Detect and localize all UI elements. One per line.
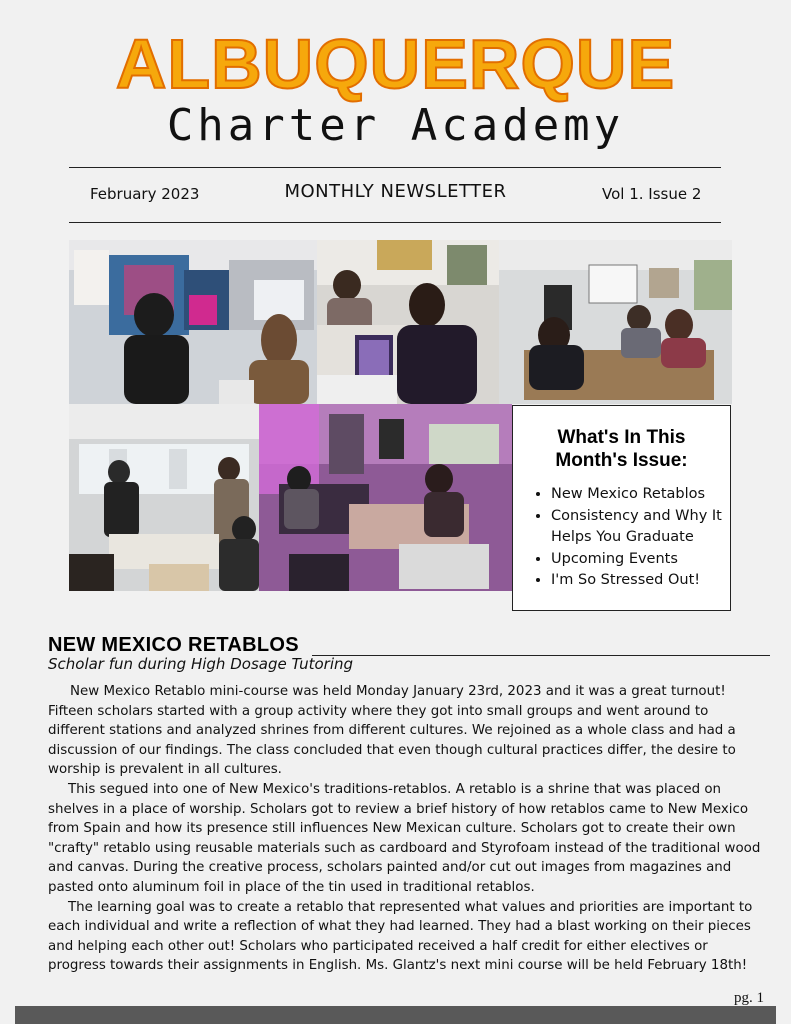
issue-date: February 2023 (90, 185, 200, 203)
footer-bar (15, 1006, 776, 1024)
article-paragraph: New Mexico Retablo mini-course was held Monday January 23rd, 2023 and it was a great turnout! Fifteen scholars started with a group activity where they got into small groups and went around to different stations and analyzed shrines from different cultures. We rejoined as a whole class and had a discussion of our findings. The class concluded that even though cultural practices differ, the desire to worship is prevalent in all cultures. (48, 684, 736, 778)
issue-contents-box (512, 405, 731, 611)
article-paragraph: This segued into one of New Mexico's traditions-retablos. A retablo is a shrine that was placed on shelves in a place of worship. Scholars got to review a brief history of how retablos came to New Mexico from Spain and how its presence still influences New Mexican culture. Scholars got to create their own "crafty" retablo using reusable materials such as cardboard and Styrofoam instead of the traditional wood and canvas. During the creative process, scholars painted and/or cut out images from magazines and pasted onto aluminum foil in place of the tin used in traditional retablos. (48, 781, 761, 895)
page-number: pg. 1 (734, 990, 764, 1006)
photo-classroom-discussion (69, 240, 317, 404)
list-item: • I'm So Stressed Out! (551, 570, 730, 592)
article-headline: NEW MEXICO RETABLOS (48, 634, 299, 656)
photo-classroom-tables (69, 404, 259, 591)
newsletter-label: MONTHLY NEWSLETTER (284, 181, 507, 202)
school-title: ALBUQUERQUE (115, 25, 676, 103)
issue-contents-list (513, 484, 730, 592)
article-subhead: Scholar fun during High Dosage Tutoring (48, 655, 354, 673)
list-item: • New Mexico Retablos (551, 484, 730, 506)
school-subtitle: Charter Academy (166, 100, 625, 151)
headline-rule (312, 655, 770, 656)
article-paragraph: The learning goal was to create a retablo that represented what values and priorities are important to each individual and write a reflection of what they had learned. They had a blast working on their pieces and helping each other out! Scholars who participated received a half credit for either electives or progress towards their assignments in English. Ms. Glantz's next mini course will be held February 18th! (48, 899, 753, 974)
issue-volume: Vol 1. Issue 2 (602, 185, 702, 203)
article-body (48, 682, 764, 976)
issue-contents-title: What's In This Month's Issue: (555, 427, 688, 471)
photo-purple-classroom (259, 404, 512, 591)
bottom-rule (69, 222, 721, 223)
photo-students-working (499, 240, 732, 404)
photo-student-retablo (317, 240, 499, 404)
list-item: • Consistency and Why It Helps You Graduate (551, 506, 730, 549)
top-rule (69, 167, 721, 168)
list-item: • Upcoming Events (551, 549, 730, 571)
